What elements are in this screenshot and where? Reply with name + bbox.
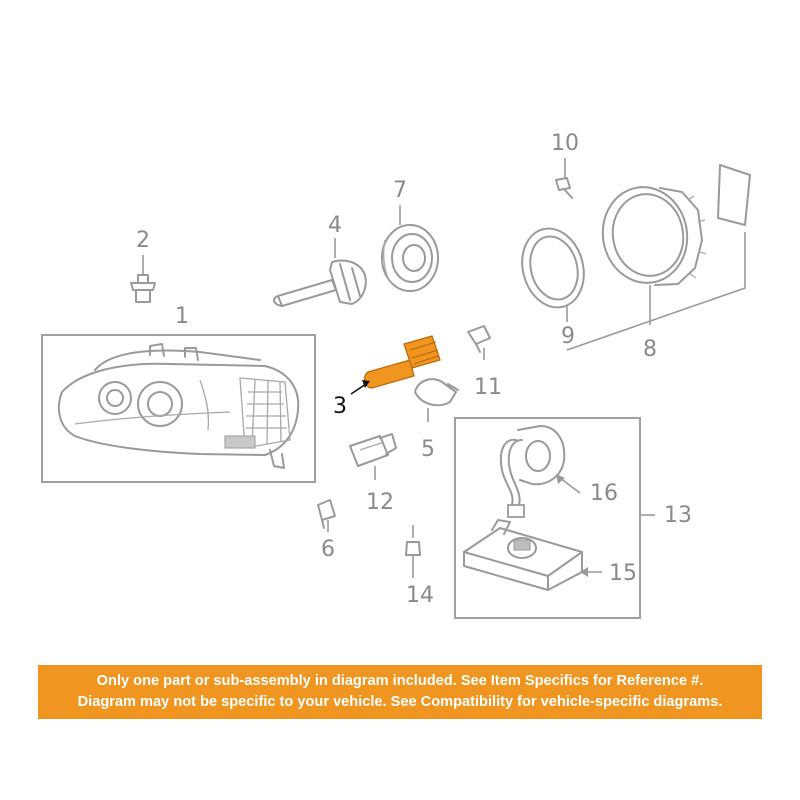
callout-7: 7 [393, 178, 407, 203]
ballast-assembly [455, 418, 655, 618]
bracket-line [567, 232, 745, 350]
callout-2: 2 [136, 228, 150, 253]
lid-part [718, 165, 750, 225]
callout-14: 14 [406, 583, 434, 608]
mounting-bolt-part [406, 525, 420, 578]
socket-part [468, 326, 490, 360]
connector-socket-part [350, 434, 396, 480]
callout-1: 1 [175, 304, 189, 329]
disclaimer-line-1: Only one part or sub-assembly in diagram included. See Item Specifics for Reference #. [96, 673, 704, 689]
callout-10: 10 [551, 131, 579, 156]
callout-4: 4 [328, 213, 342, 238]
retaining-ring-part [514, 222, 593, 322]
callout-15: 15 [609, 561, 637, 586]
callout-16: 16 [590, 481, 618, 506]
headlight-assembly [42, 335, 315, 482]
callout-9: 9 [561, 324, 575, 349]
bolt-part [131, 255, 155, 302]
callout-11: 11 [474, 375, 502, 400]
cover-cap-part [595, 180, 706, 325]
bulb-part [274, 238, 366, 306]
wedge-bulb-part [318, 500, 335, 532]
disclaimer-line-2: Diagram may not be specific to your vehicle. See Compatibility for vehicle-specific diagrams. [77, 694, 723, 710]
screw-part [556, 158, 572, 198]
callout-13: 13 [664, 503, 692, 528]
callout-6: 6 [321, 537, 335, 562]
callout-8: 8 [643, 337, 657, 362]
highlighted-bulb-part [351, 336, 440, 394]
small-bulb-part [415, 379, 458, 422]
callout-12: 12 [366, 490, 394, 515]
callout-5: 5 [421, 437, 435, 462]
seal-ring-part [382, 205, 438, 291]
disclaimer-banner [38, 665, 762, 719]
callout-3: 3 [333, 394, 347, 419]
